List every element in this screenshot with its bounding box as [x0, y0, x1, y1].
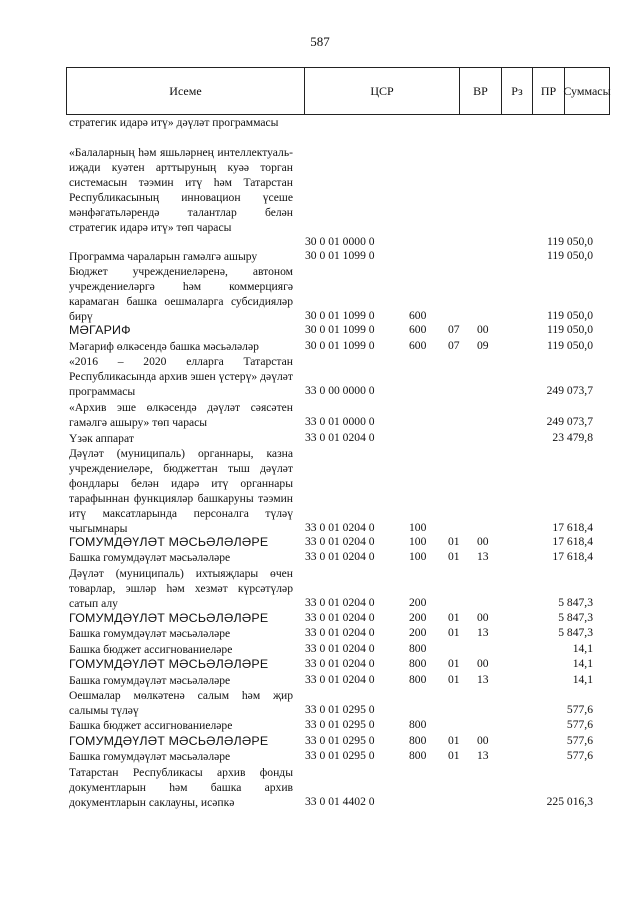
row-sum: 577,6	[566, 703, 593, 716]
row-csr: 30 0 01 1099 0	[305, 309, 375, 322]
row-vr: 600	[409, 323, 427, 336]
row-csr: 33 0 01 0000 0	[305, 415, 375, 428]
row-sum: 119 050,0	[547, 249, 593, 262]
row-name: Башка бюджет ассигнованиеләре	[69, 643, 233, 656]
row-csr: 33 0 01 0204 0	[305, 431, 375, 444]
row-pr: 00	[477, 611, 489, 624]
header-name: Исеме	[169, 83, 202, 98]
row-sum: 5 847,3	[558, 626, 593, 639]
row-vr: 200	[409, 611, 427, 624]
row-name: Башка гомумдәүләт мәсьәләләре	[69, 551, 231, 564]
row-sum: 119 050,0	[547, 309, 593, 322]
row-csr: 33 0 01 0204 0	[305, 596, 375, 609]
row-csr: 33 0 01 0295 0	[305, 718, 375, 731]
row-name: Дәүләт (муниципаль) органнары, казна учреждениеләре, бюджеттан тыш дәүләт фондлары белән идарә итү органнары тарафыннан функцияләр башкаруны тәэмин итү максатларында персоналга түләү чыгымнары	[69, 447, 293, 535]
row-sum: 249 073,7	[546, 384, 593, 397]
row-name: Башка бюджет ассигнованиеләре	[69, 719, 233, 732]
row-rz: 01	[448, 657, 460, 670]
header-sum: Суммасы	[564, 68, 609, 114]
row-csr: 33 0 00 0000 0	[305, 384, 375, 397]
row-name: Оешмалар мөлкәтенә салым һәм җир салымы түләү	[69, 689, 293, 717]
row-pr: 13	[477, 749, 489, 762]
row-name: ГОМУМДӘҮЛӘТ МӘСЬӘЛӘЛӘРЕ	[69, 657, 269, 671]
header-csr: ЦСР	[304, 68, 459, 114]
row-name: «2016 – 2020 елларга Татарстан Республикасында архив эшен үстерү» дәүләт программасы	[69, 355, 293, 398]
row-csr: 33 0 01 0295 0	[305, 734, 375, 747]
row-rz: 01	[448, 550, 460, 563]
row-name: Программа чараларын гамәлгә ашыру	[69, 250, 258, 263]
row-name: Башка гомумдәүләт мәсьәләләре	[69, 627, 231, 640]
row-csr: 33 0 01 0204 0	[305, 657, 375, 670]
row-name: Үзәк аппарат	[69, 432, 134, 445]
row-name: Дәүләт (муниципаль) ихтыяҗлары өчен товарлар, эшләр һәм хезмәт күрсәтүләр сатып алу	[69, 567, 293, 610]
row-rz: 01	[448, 749, 460, 762]
row-vr: 200	[409, 626, 427, 639]
row-vr: 100	[409, 550, 427, 563]
row-vr: 100	[409, 535, 427, 548]
row-csr: 33 0 01 0204 0	[305, 673, 375, 686]
row-pr: 13	[477, 626, 489, 639]
row-vr: 800	[409, 718, 427, 731]
row-csr: 33 0 01 0204 0	[305, 642, 375, 655]
row-name: ГОМУМДӘҮЛӘТ МӘСЬӘЛӘЛӘРЕ	[69, 734, 269, 748]
row-pr: 00	[477, 734, 489, 747]
row-sum: 577,6	[566, 734, 593, 747]
table-header	[66, 67, 610, 115]
row-csr: 30 0 01 0000 0	[305, 235, 375, 248]
row-sum: 249 073,7	[546, 415, 593, 428]
row-vr: 800	[409, 673, 427, 686]
row-csr: 33 0 01 0295 0	[305, 749, 375, 762]
row-name: Мәгариф өлкәсендә башка мәсьәләләр	[69, 340, 259, 353]
row-pr: 00	[477, 535, 489, 548]
row-name: ГОМУМДӘҮЛӘТ МӘСЬӘЛӘЛӘРЕ	[69, 611, 269, 625]
row-csr: 33 0 01 0204 0	[305, 535, 375, 548]
row-name: «Балаларның һәм яшьләрнең интеллектуаль-иҗади куәтен арттыруның куәә торган системасын тәэмин итү һәм Татарстан Республикасының инновацион үсеше мәнфәгатьләрендә талантлар белән стратегик идарә итү» төп чарасы	[69, 146, 293, 234]
row-rz: 07	[448, 339, 460, 352]
row-pr: 09	[477, 339, 489, 352]
row-name: Бюджет учреждениеләренә, автоном учреждениеләргә һәм коммерциягә карамаган башка оешмаларга субсидияләр бирү	[69, 265, 293, 323]
row-sum: 119 050,0	[547, 339, 593, 352]
row-vr: 800	[409, 657, 427, 670]
row-sum: 17 618,4	[552, 521, 593, 534]
row-name: Башка гомумдәүләт мәсьәләләре	[69, 674, 231, 687]
row-sum: 225 016,3	[546, 795, 593, 808]
row-pr: 00	[477, 323, 489, 336]
row-csr: 30 0 01 1099 0	[305, 339, 375, 352]
row-pr: 13	[477, 550, 489, 563]
row-rz: 01	[448, 611, 460, 624]
row-csr: 33 0 01 0204 0	[305, 521, 375, 534]
page-number: 587	[310, 34, 330, 49]
row-csr: 33 0 01 0295 0	[305, 703, 375, 716]
row-vr: 800	[409, 749, 427, 762]
row-name: Башка гомумдәүләт мәсьәләләре	[69, 750, 231, 763]
row-rz: 01	[448, 673, 460, 686]
row-sum: 5 847,3	[558, 611, 593, 624]
row-sum: 119 050,0	[547, 323, 593, 336]
row-sum: 577,6	[566, 749, 593, 762]
row-rz: 01	[448, 535, 460, 548]
row-sum: 23 479,8	[552, 431, 593, 444]
header-rz: Рз	[501, 68, 532, 114]
row-name: Татарстан Республикасы архив фонды документларын һәм башка архив документларын саклауны, исәпкә	[69, 766, 293, 809]
row-sum: 14,1	[572, 642, 593, 655]
row-vr: 200	[409, 596, 427, 609]
header-vr: ВР	[459, 68, 501, 114]
row-sum: 5 847,3	[558, 596, 593, 609]
row-sum: 14,1	[572, 657, 593, 670]
row-csr: 30 0 01 1099 0	[305, 249, 375, 262]
row-pr: 00	[477, 657, 489, 670]
row-vr: 600	[409, 309, 427, 322]
row-rz: 01	[448, 734, 460, 747]
row-vr: 100	[409, 521, 427, 534]
row-vr: 800	[409, 734, 427, 747]
row-sum: 14,1	[572, 673, 593, 686]
row-sum: 17 618,4	[552, 535, 593, 548]
row-rz: 07	[448, 323, 460, 336]
row-sum: 119 050,0	[547, 235, 593, 248]
row-csr: 30 0 01 1099 0	[305, 323, 375, 336]
row-vr: 800	[409, 642, 427, 655]
row-rz: 01	[448, 626, 460, 639]
row-csr: 33 0 01 0204 0	[305, 550, 375, 563]
row-name: ГОМУМДӘҮЛӘТ МӘСЬӘЛӘЛӘРЕ	[69, 535, 269, 549]
row-csr: 33 0 01 0204 0	[305, 611, 375, 624]
row-sum: 17 618,4	[552, 550, 593, 563]
row-csr: 33 0 01 4402 0	[305, 795, 375, 808]
row-pr: 13	[477, 673, 489, 686]
header-pr: ПР	[532, 68, 564, 114]
row-vr: 600	[409, 339, 427, 352]
row-name: МӘГАРИФ	[69, 323, 131, 337]
row-name: «Архив эше өлкәсендә дәүләт сәясәтен гамәлгә ашыру» төп чарасы	[69, 401, 293, 429]
row-csr: 33 0 01 0204 0	[305, 626, 375, 639]
row-name: стратегик идарә итү» дәүләт программасы	[69, 116, 279, 129]
row-sum: 577,6	[566, 718, 593, 731]
